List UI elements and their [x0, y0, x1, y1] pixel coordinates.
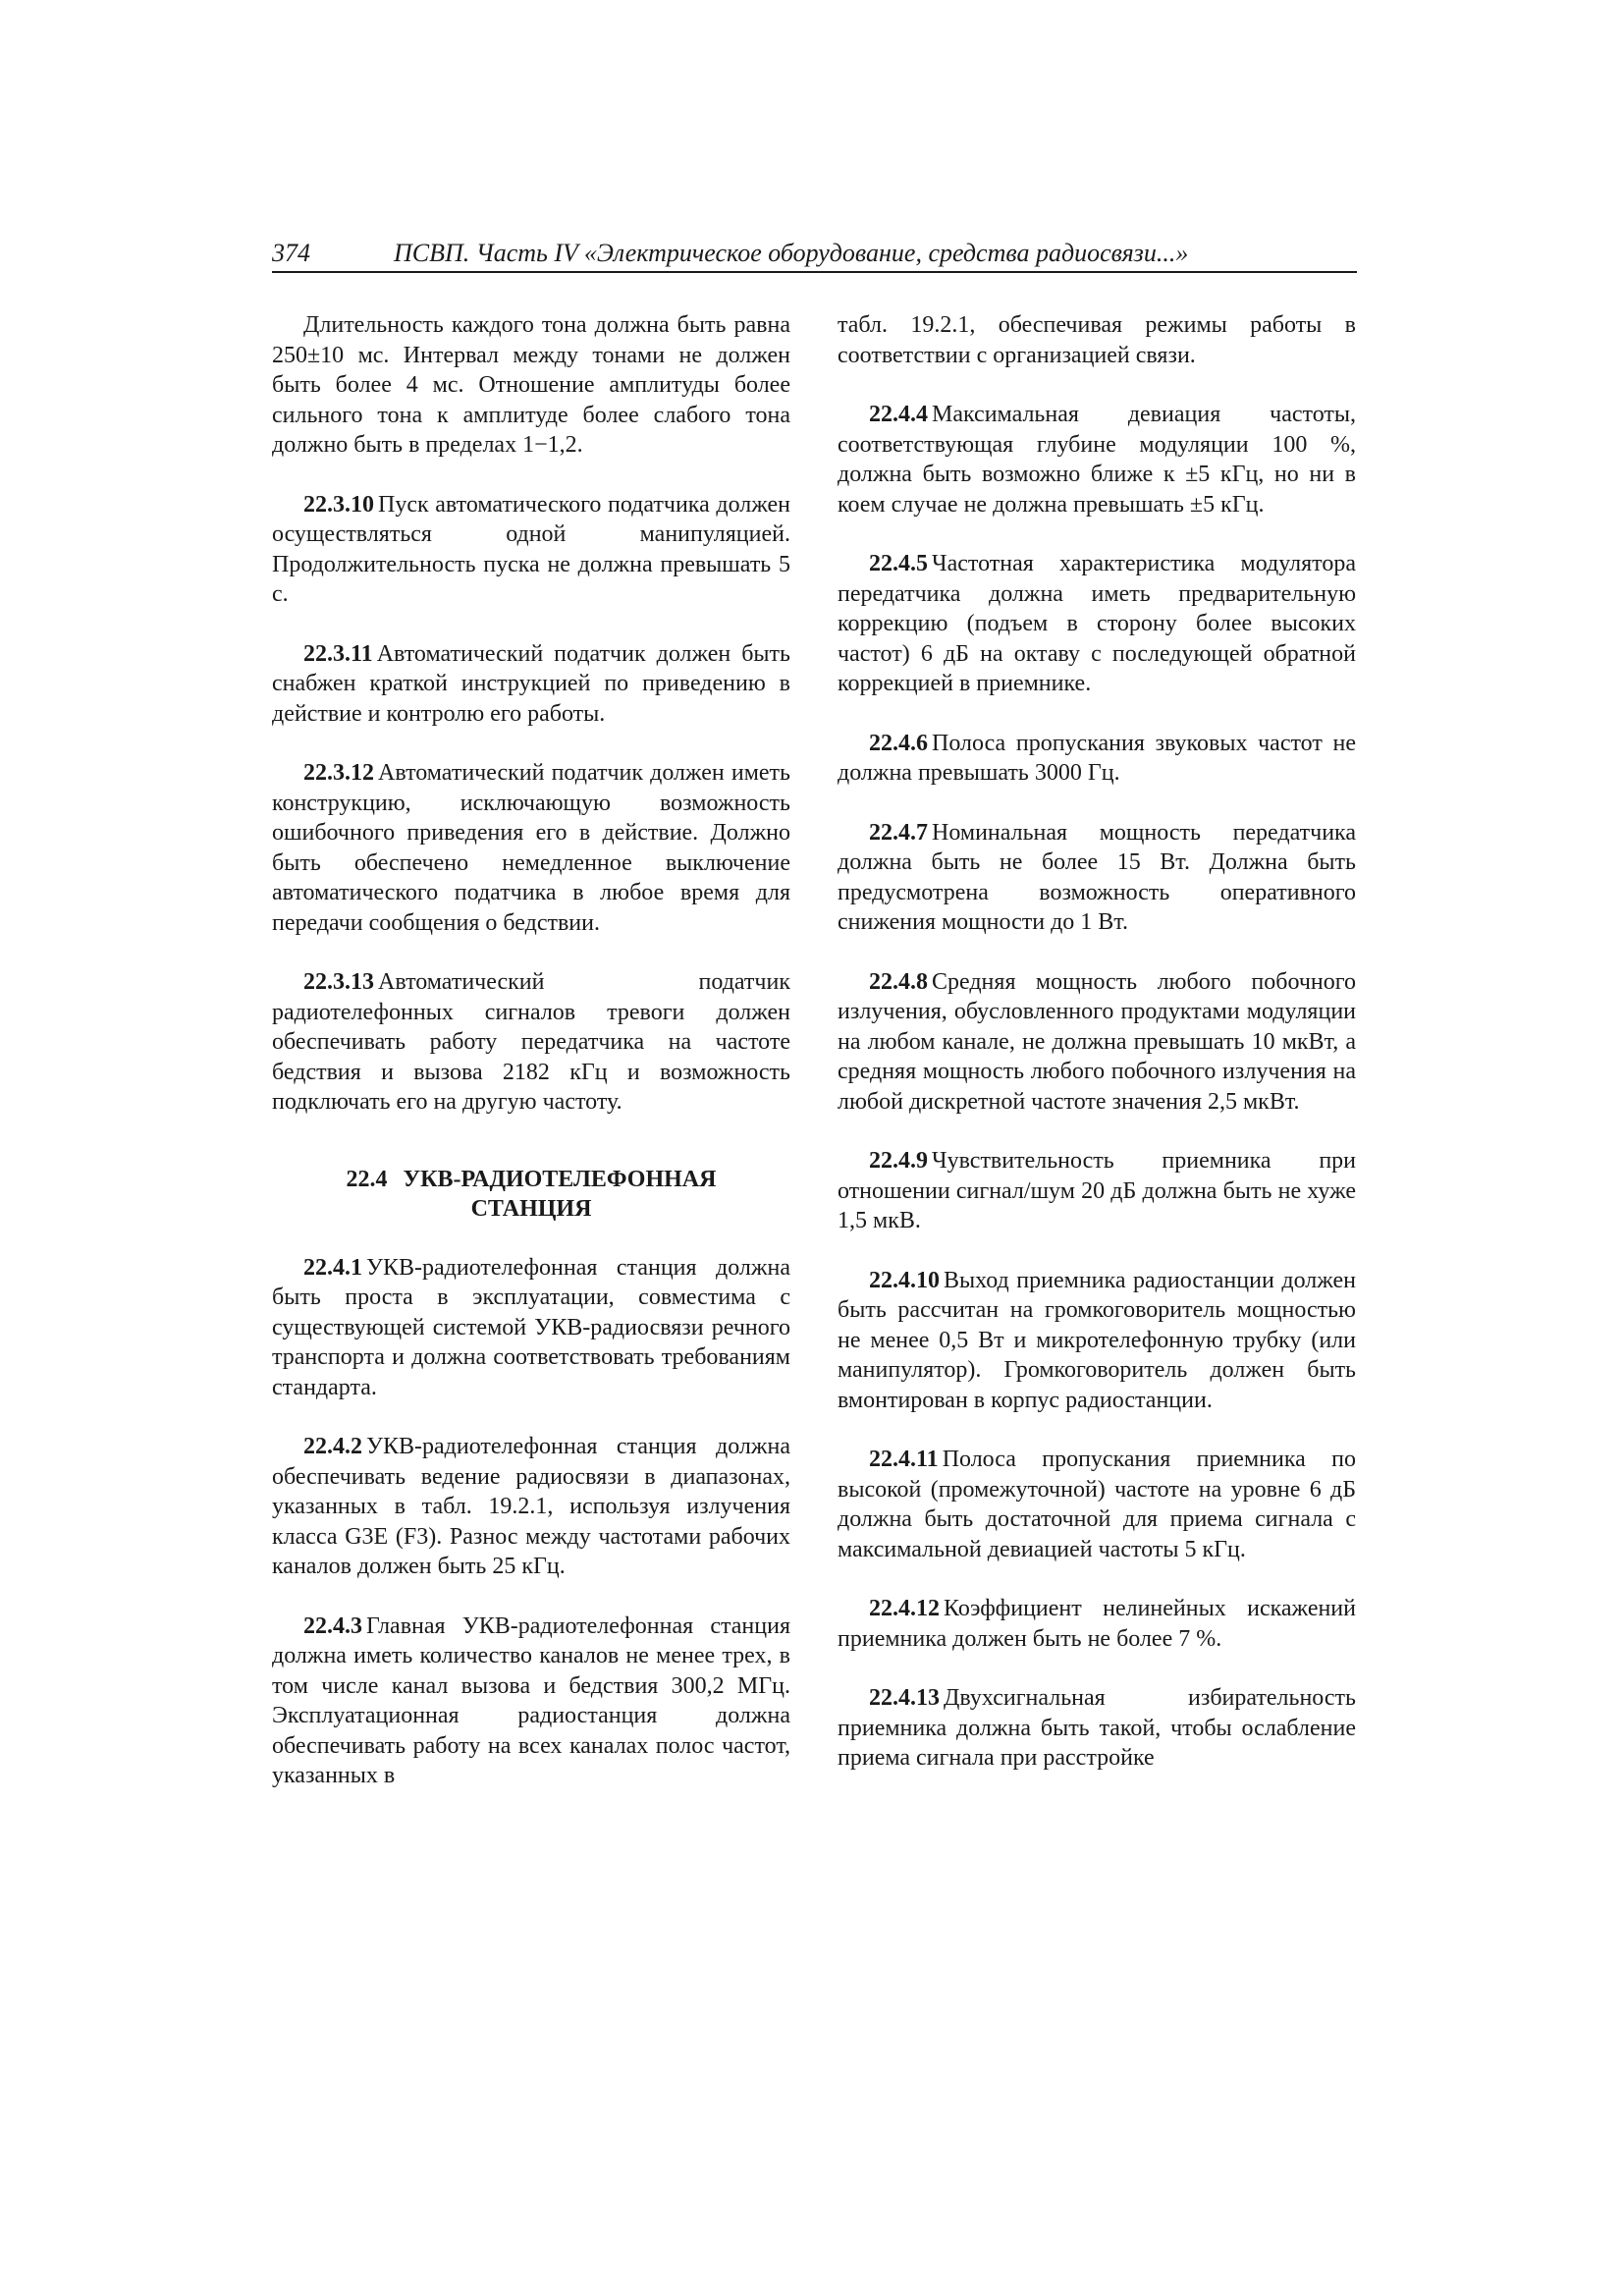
clause-number: 22.3.10 [303, 491, 374, 518]
section-title-line1: УКВ-РАДИОТЕЛЕФОННАЯ [403, 1166, 717, 1192]
clause-text: Пуск автоматического податчика должен осуществляться одной манипуляцией. Продолжительность пуска не должна превышать 5 с. [272, 491, 790, 607]
section-heading-line1 [272, 1165, 790, 1194]
page-header [272, 236, 1357, 273]
clause-22-4-8 [838, 967, 1356, 1118]
clause-22-4-10 [838, 1266, 1356, 1416]
paragraph-intro [272, 310, 790, 461]
page-number: 374 [272, 239, 310, 267]
right-column [838, 310, 1356, 1803]
clause-number: 22.3.11 [303, 640, 373, 667]
clause-22-3-11 [272, 639, 790, 730]
section-heading [272, 1165, 790, 1224]
clause-22-4-4 [838, 400, 1356, 519]
clause-number: 22.4.8 [869, 968, 928, 995]
section-number: 22.4 [346, 1166, 388, 1192]
clause-text: Автоматический податчик должен иметь конструкцию, исключающую возможность ошибочного приведения его в действие. Должно быть обеспечено немедленное выключение автоматического податчика в любое время для передачи сообщения о бедствии. [272, 760, 790, 936]
clause-text: Автоматический податчик радиотелефонных сигналов тревоги должен обеспечивать работу передатчика на частоте бедствия и вызова 2182 кГц и возможность подключать его на другую частоту. [272, 969, 790, 1115]
clause-22-4-6 [838, 729, 1356, 789]
clause-number: 22.4.5 [869, 551, 928, 576]
clause-text: УКВ-радиотелефонная станция должна быть проста в эксплуатации, совместима с существующей системой УКВ-радиосвязи речного транспорта и должна соответствовать требованиям стандарта. [272, 1254, 790, 1400]
clause-text: Выход приемника радиостанции должен быть рассчитан на громкоговоритель мощностью не менее 0,5 Вт и микротелефонную трубку (или манипулятор). Громкоговоритель должен быть вмонтирован в корпус радиостанции. [838, 1267, 1356, 1413]
clause-22-4-11 [838, 1445, 1356, 1564]
clause-text: Главная УКВ-радиотелефонная станция должна иметь количество каналов не менее трех, в том числе канал вызова и бедствия 300,2 МГц. Эксплуатационная радиостанция должна обеспечивать работу на всех каналах полос частот, указанных в [272, 1613, 790, 1788]
clause-text: Полоса пропускания звуковых частот не должна превышать 3000 Гц. [838, 730, 1356, 786]
clause-22-4-5 [838, 549, 1356, 699]
clause-number: 22.4.11 [869, 1447, 939, 1472]
clause-22-3-13 [272, 967, 790, 1118]
clause-number: 22.4.13 [869, 1685, 940, 1711]
clause-number: 22.3.12 [303, 760, 374, 786]
clause-number: 22.4.9 [869, 1148, 928, 1174]
clause-number: 22.4.2 [303, 1434, 362, 1459]
paragraph-continued [838, 310, 1356, 370]
clause-number: 22.4.6 [869, 730, 928, 756]
clause-text: Чувствительность приемника при отношении сигнал/шум 20 дБ должна быть не хуже 1,5 мкВ. [838, 1148, 1356, 1233]
clause-text: Двухсигнальная избирательность приемника должна быть такой, чтобы ослабление приема сигнала при расстройке [838, 1685, 1356, 1771]
clause-number: 22.4.12 [869, 1596, 940, 1621]
clause-22-3-10 [272, 490, 790, 610]
clause-text: Частотная характеристика модулятора передатчика должна иметь предварительную коррекцию (подъем в сторону более высоких частот) 6 дБ на октаву с последующей обратной коррекцией в приемнике. [838, 551, 1356, 696]
clause-text: Коэффициент нелинейных искажений приемника должен быть не более 7 %. [838, 1596, 1356, 1652]
clause-number: 22.3.13 [303, 969, 374, 995]
clause-text: УКВ-радиотелефонная станция должна обеспечивать ведение радиосвязи в диапазонах, указанных в табл. 19.2.1, используя излучения класса G3E (F3). Разнос между частотами рабочих каналов должен быть 25 кГц. [272, 1434, 790, 1579]
running-title: ПСВП. Часть IV «Электрическое оборудование, средства радиосвязи...» [394, 239, 1189, 267]
paragraph-text: табл. 19.2.1, обеспечивая режимы работы в соответствии с организацией связи. [838, 312, 1356, 368]
clause-22-4-9 [838, 1146, 1356, 1236]
clause-22-4-1 [272, 1253, 790, 1403]
clause-number: 22.4.10 [869, 1267, 940, 1293]
clause-number: 22.4.7 [869, 819, 928, 846]
clause-22-4-12 [838, 1594, 1356, 1654]
clause-number: 22.4.3 [303, 1613, 362, 1639]
clause-text: Максимальная девиация частоты, соответствующая глубине модуляции 100 %, должна быть возможно ближе к ±5 кГц, но ни в коем случае не должна превышать ±5 кГц. [838, 402, 1356, 518]
clause-text: Средняя мощность любого побочного излучения, обусловленного продуктами модуляции на любом канале, не должна превышать 10 мкВт, а средняя мощность любого побочного излучения на любой дискретной частоте значения 2,5 мкВт. [838, 968, 1356, 1115]
clause-22-4-13 [838, 1683, 1356, 1774]
clause-22-4-7 [838, 818, 1356, 938]
paragraph-text: Длительность каждого тона должна быть равна 250±10 мс. Интервал между тонами не должен быть более 4 мс. Отношение амплитуды более сильного тона к амплитуде более слабого тона должно быть в пределах 1−1,2. [272, 312, 790, 458]
clause-text: Автоматический податчик должен быть снабжен краткой инструкцией по приведению в действие и контролю его работы. [272, 640, 790, 727]
clause-22-3-12 [272, 758, 790, 938]
clause-number: 22.4.4 [869, 402, 928, 427]
clause-text: Номинальная мощность передатчика должна быть не более 15 Вт. Должна быть предусмотрена возможность оперативного снижения мощности до 1 Вт. [838, 819, 1356, 935]
clause-text: Полоса пропускания приемника по высокой (промежуточной) частоте на уровне 6 дБ должна быть достаточной для приема сигнала с максимальной девиацией частоты 5 кГц. [838, 1447, 1356, 1562]
clause-22-4-2 [272, 1432, 790, 1582]
left-column [272, 310, 790, 1821]
clause-number: 22.4.1 [303, 1254, 362, 1281]
section-title-line2: СТАНЦИЯ [470, 1195, 592, 1222]
clause-22-4-3 [272, 1612, 790, 1791]
